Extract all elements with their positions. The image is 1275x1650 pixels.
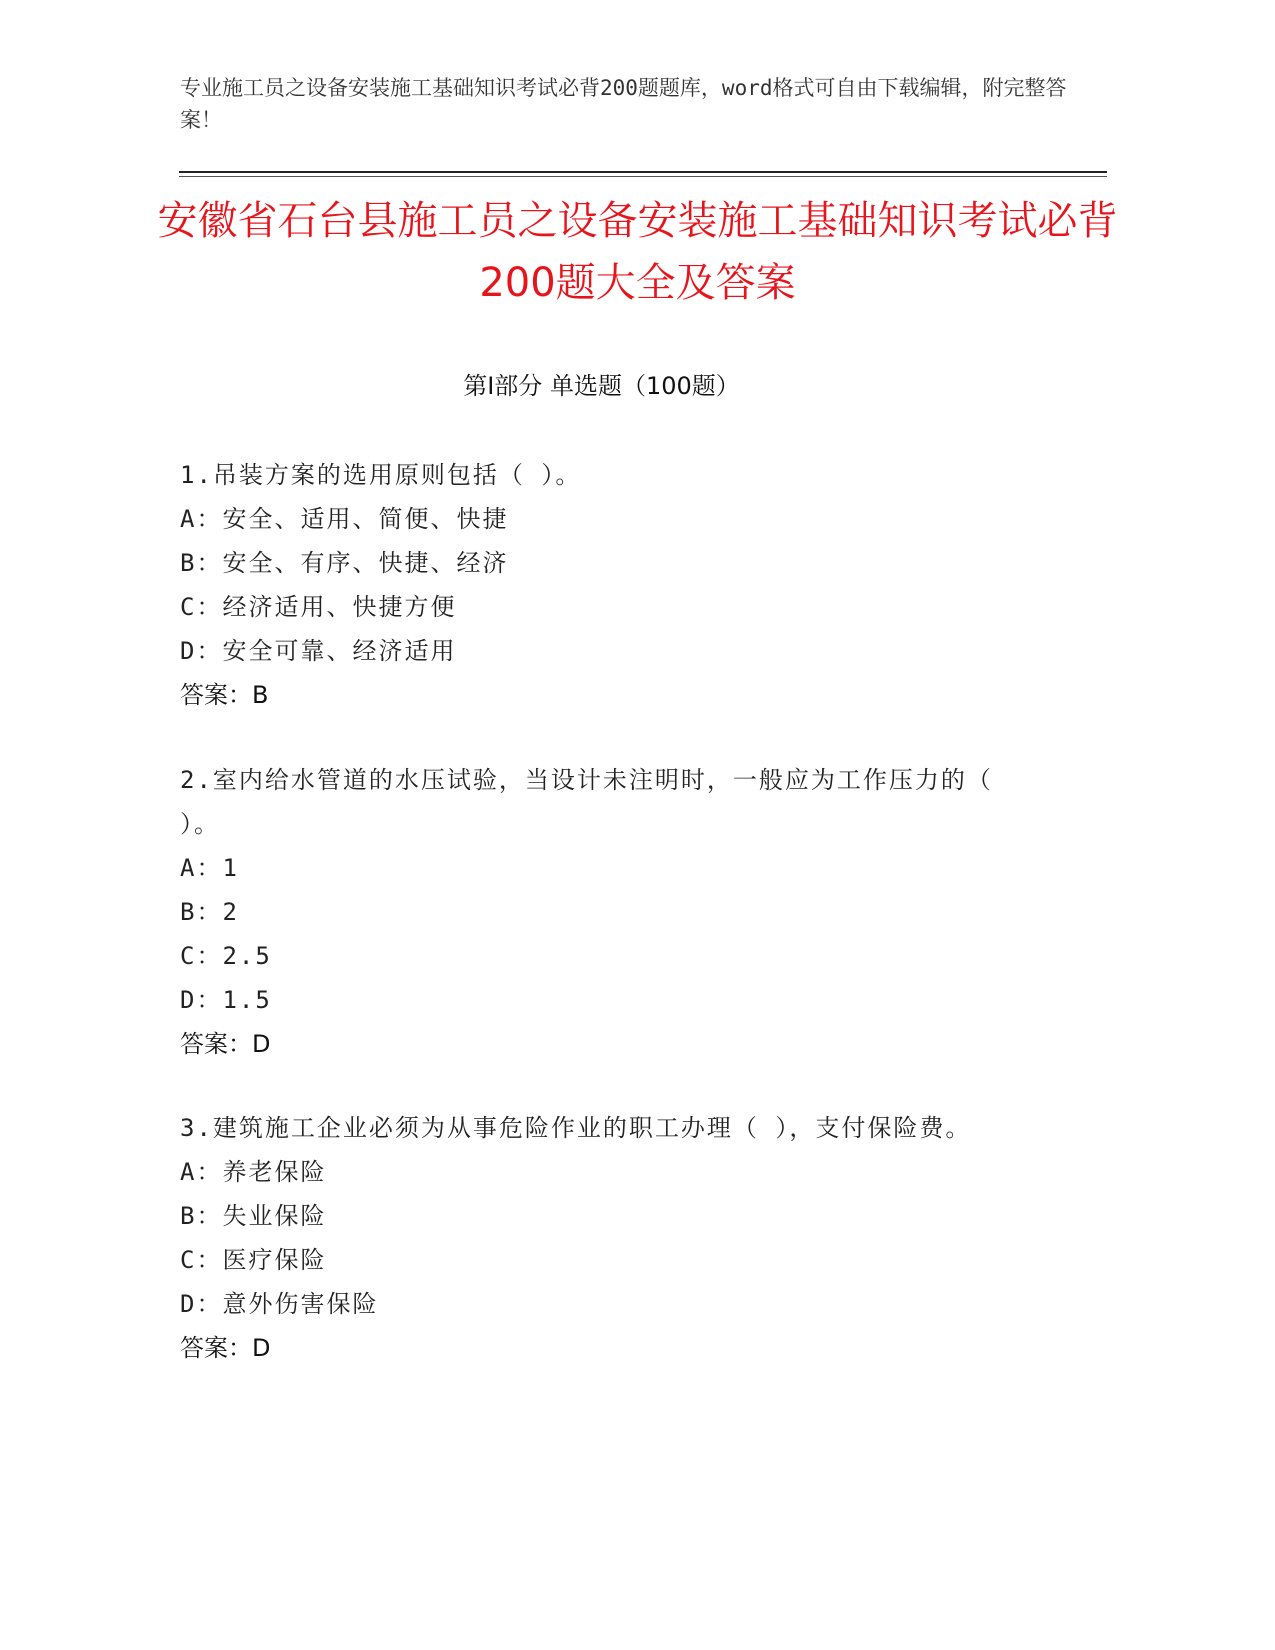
section-heading: 第I部分 单选题（100题）: [463, 372, 740, 400]
question-1: [180, 453, 1040, 717]
header-note: 专业施工员之设备安装施工基础知识考试必背200题题库，word格式可自由下载编辑，附完整答案！: [180, 76, 1067, 132]
option-d: D：意外伤害保险: [180, 1290, 379, 1318]
option-c: C：2.5: [180, 942, 272, 970]
option-b: B：失业保险: [180, 1202, 327, 1230]
document-title: 安徽省石台县施工员之设备安装施工基础知识考试必背200题大全及答案: [157, 198, 1118, 306]
header-rule-thin: [179, 176, 1107, 177]
question-text: 3.建筑施工企业必须为从事危险作业的职工办理（ ），支付保险费。: [180, 1114, 972, 1142]
question-2: [180, 758, 1040, 1066]
option-c: C：医疗保险: [180, 1246, 327, 1274]
option-c: C：经济适用、快捷方便: [180, 593, 457, 621]
question-text: 1.吊装方案的选用原则包括（ ）。: [180, 461, 582, 489]
answer: 答案：D: [180, 1030, 271, 1058]
option-d: D：安全可靠、经济适用: [180, 637, 457, 665]
option-b: B：安全、有序、快捷、经济: [180, 549, 509, 577]
answer: 答案：B: [180, 681, 269, 709]
header-rule-thick: [179, 171, 1107, 173]
option-d: D：1.5: [180, 986, 272, 1014]
question-3: [180, 1106, 1040, 1370]
option-a: A：养老保险: [180, 1158, 327, 1186]
question-text: 2.室内给水管道的水压试验，当设计未注明时，一般应为工作压力的（ ）。: [180, 766, 993, 838]
answer: 答案：D: [180, 1334, 271, 1362]
option-a: A：安全、适用、简便、快捷: [180, 505, 509, 533]
option-b: B：2: [180, 898, 239, 926]
option-a: A：1: [180, 854, 239, 882]
